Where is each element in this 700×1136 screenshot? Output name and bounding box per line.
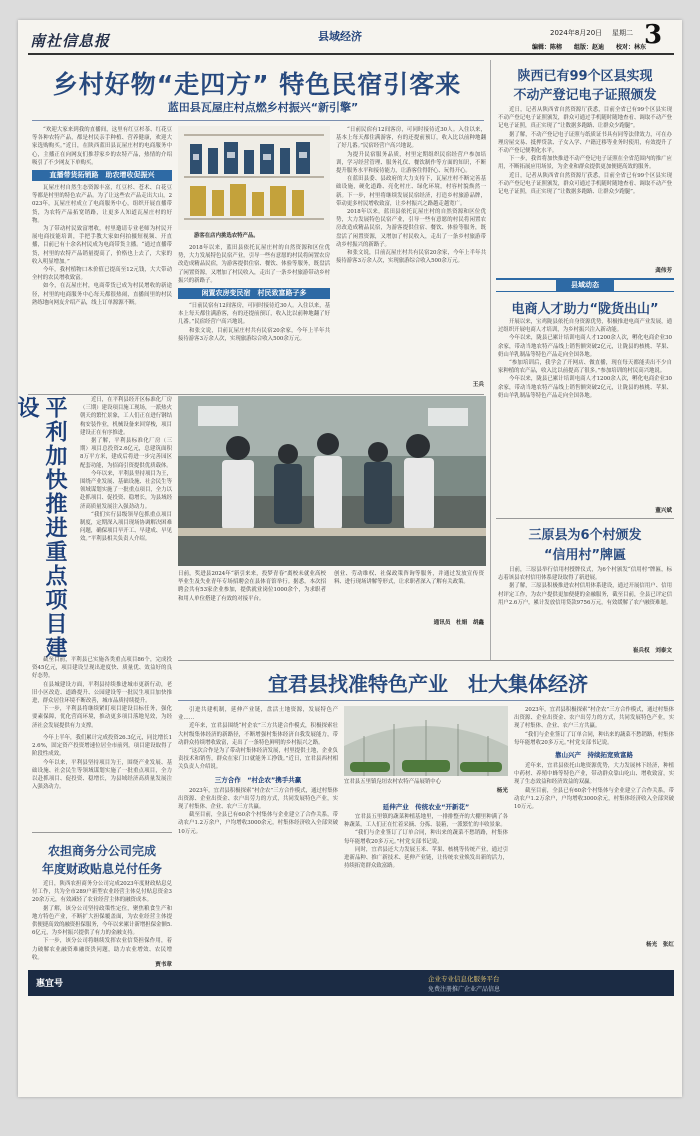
bottom-rule	[178, 660, 674, 661]
shaanxi-column	[498, 106, 672, 266]
yijun-column-1	[178, 706, 338, 954]
lead-subhead-2: 闲置农房变民宿 村民致富路子多	[178, 288, 330, 299]
lead-paragraph: 如今，在瓦屋庄村，电商带货已成为村民增收的新途径，村里的电商服务中心每天都很热闹，直播间里的村民熟练地向网友介绍产品，线上订单源源不断。	[32, 283, 172, 306]
nongdan-byline: 贾书章	[155, 962, 172, 968]
yijun-paragraph: 2023年，宜君县积极探索“村企农”三方合作模式，通过村集体出资源、企业出资金、农户出劳力的方式，共同发展特色产业，实现了村集体、企业、农户三方共赢。	[178, 787, 338, 811]
pingli-paragraph: 今年上半年，我们累计完成投资26.3亿元，同比增长12.6%，固定资产投资增速位居全市前列，项目建设取得了阶段性成效。	[32, 735, 172, 758]
shaanxi-paragraph: 据了解，不动产登记电子证照与纸质证书具有同等法律效力，可在办理房屋交易、抵押贷款、子女入学、户籍迁移等业务时使用，有效提升了不动产登记便利化水平。	[498, 131, 672, 155]
yijun-paragraph: 截至目前，全县已有60余个村集体与企业建立了合作关系，带动农户1.2万余户，户均增收3000余元，村集体经济收入全部突破10万元。	[514, 787, 674, 811]
ad-banner[interactable]	[28, 970, 674, 996]
right-divider	[496, 518, 674, 519]
pingli-paragraph: “我们实行县级领导包抓重点项目制度，定期深入项目现场协调解决困难问题，确保项目早开工、早建成、早见效。”平利县相关负责人介绍。	[80, 511, 172, 543]
sanyuan-paragraph: 据了解，三原县积极推进农村信用体系建设，通过开展信用户、信用村评定工作，为农户提供更加便捷的金融服务，截至目前，全县已评定信用户2.6万户，累计发放信用贷款9756万元，有效缓解了农户融资难题。	[498, 583, 672, 606]
nongdan-column	[32, 880, 172, 960]
shaanxi-byline: 龚伟芳	[655, 268, 672, 274]
longxian-paragraph: “参加培训后，我学会了开网店、做直播，现在每天都能卖出不少自家种植的农产品，收入比以前提高了很多。”参加培训的村民高兴地说。	[498, 360, 672, 375]
lead-rule	[32, 120, 484, 121]
page-number: 3	[644, 20, 663, 50]
lead-byline: 王兵	[472, 382, 484, 388]
yijun-column-2	[344, 800, 508, 954]
yijun-paragraph: “我们与企业签订了订单合同，种出来的蔬菜不愁销路，村集体每年能增收20多万元。”村党支部书记说。	[344, 830, 508, 845]
lead-paragraph: “欢迎大家来到我的直播间，这里有红豆杉茶、红花豆等各种农特产品，都是村民亲手种植、营养健康，欢迎大家选购购买。”近日，在陕西蓝田县瓦屋庄村的电商服务中心，主播正在向网友们推荐家乡的农特产品，热情的介绍吸引了不少网友下单购买。	[32, 127, 172, 166]
product-photo	[178, 126, 330, 230]
yijun-photo-byline: 杨光	[496, 788, 508, 794]
product-shelf-illustration	[178, 126, 330, 230]
pingli-column-1	[80, 396, 172, 636]
lead-column-2	[178, 244, 330, 388]
nongdan-paragraph: 近日，陕西农担商务分公司完成2023年度财政贴息兑付工作，共为全市289户新型农业经营主体兑付贴息资金320余万元，有效减轻了农业经营主体的融资成本。	[32, 881, 172, 904]
pingli-paragraph: 在县城建设方面，平利县持续推进城市更新行动，老旧小区改造、道路提升、公园建设等一批民生项目加快推进，群众居住环境不断改善，城市品质持续提升。	[32, 681, 172, 705]
yijun-rule	[178, 700, 674, 701]
pingli-column-3	[32, 734, 172, 830]
shaanxi-paragraph: 近日，记者从陕西省自然资源厅获悉，目前全省已有99个区县实现不动产登记电子证照颁发，群众可通过手机随时随地查看、调取不动产登记电子证照，真正实现了“让数据多跑路、让群众少跑腿”。	[498, 107, 672, 130]
nongdan-headline-2: 年度财政贴息兑付任务	[41, 862, 162, 876]
pingli-paragraph: 下一步，平利县将继续紧盯项目建设目标任务，强化要素保障，优化营商环境，推动更多项目落地见效，为经济社会发展提供有力支撑。	[32, 706, 172, 729]
lead-paragraph: 和张文说，目前瓦屋庄村共有民宿20余家，今年上半年共接待游客3万余人次，实现旅游综合收入500余万元。	[178, 327, 330, 342]
pingli-paragraph: 近日，在平利县经开区标准化厂房（三期）建设项目施工现场，一派热火朝天的繁忙景象，工人们正在进行钢结构安装作业，机械设备来回穿梭，项目建设正在有序推进。	[80, 397, 172, 436]
shaanxi-paragraph: 近日，记者从陕西省自然资源厅获悉，目前全省已有99个区县实现不动产登记电子证照颁发，群众可通过手机随时随地查看、调取不动产登记电子证照，真正实现了“让数据多跑路、让群众少跑腿”。	[498, 172, 672, 196]
lead-headline: 乡村好物“走四方” 特色民宿引客来	[52, 70, 462, 99]
lead-paragraph: 为了带动村民致富增收，村里邀请专业老师为村民开展电商技能培训，手把手教大家如何拍摄短视频、开直播，目前已有十余名村民成为电商带货主播。“通过直播带货，村里的农特产品销量提高了，价格也上去了，大家的收入明显增加。”	[32, 226, 172, 265]
lead-paragraph: “日前民宿有12间客房，可同时接待近30人。入住以来，基本上每天都住满游客，有的还提前预订，收入比以前种地翻了好几番。”民宿经营户高兴地说。	[178, 303, 330, 326]
sanyuan-headline-2: “信用村”牌匾	[543, 548, 627, 563]
header-rule	[28, 53, 674, 55]
editor-credit: 编辑：陈榕	[532, 44, 563, 51]
proof-credit: 校对：林东	[616, 44, 647, 51]
shaanxi-headline-1: 陕西已有99个区县实现	[517, 69, 653, 84]
sanyuan-byline: 崔兵权 刘泰文	[632, 648, 672, 654]
yijun-column-3	[514, 706, 674, 940]
section-name: 县域经济	[318, 30, 362, 43]
ad-logo: 惠宜号	[36, 979, 64, 989]
longxian-paragraph: 今年以来，陇县已累计培训电商人才1200余人次，孵化电商企业30余家，带动当地农特产品线上销售额突破2亿元，让陇县的核桃、苹果、奶山羊乳制品等特色产品走向全国各地。	[498, 376, 672, 399]
weekday: 星期二	[612, 29, 633, 37]
longxian-headline: 电商人才助力“陇货出山”	[511, 302, 659, 317]
lead-paragraph: 2018年以来，蓝田县依托瓦屋庄村的自然资源和区位优势，大力发展特色民宿产业，引导一些有意愿的村民将闲置农房改造成精品民宿，为游客提供住宿、餐饮、体验等服务，既盘活了闲置资源，又增加了村民收入，走出了一条乡村旅游带动乡村振兴的新路子。	[336, 209, 486, 248]
longxian-column	[498, 318, 672, 506]
nongdan-paragraph: 据了解，该分公司坚持政策性定位，聚焦粮食生产和地方特色产业，不断扩大担保覆盖面，为农业经营主体提供便捷高效的融资担保服务，今年以来累计新增担保金额5.6亿元，为乡村振兴提供了有力的金融支持。	[32, 905, 172, 937]
yijun-paragraph: 引进共建机制，延伸产业链，盘活土地资源，发展特色产业……	[178, 707, 338, 722]
yijun-subhead-2: 延伸产业 传统农业“开新花”	[382, 803, 470, 811]
county-news-label: 县域动态	[556, 280, 614, 291]
yijun-paragraph: 近年来，宜君县依托山地资源优势，大力发展林下经济，种植中药材、养殖中蜂等特色产业，带动群众靠山吃山、增收致富，实现了生态效益和经济效益的双赢。	[514, 763, 674, 786]
ad-line-2: 免费注册推广企业产品信息	[428, 986, 501, 993]
yijun-paragraph: 宜君县五里镇的蔬菜种植基地里，一排排整齐的大棚里种满了各种蔬菜，工人们正在忙着采摘、分拣、装箱，一派繁忙的丰收景象。	[344, 814, 508, 829]
lead-column-3	[336, 126, 486, 388]
section-rule	[28, 394, 484, 395]
lead-paragraph: 和张文说，目前瓦屋庄村共有民宿20余家，今年上半年共接待游客3万余人次，实现旅游综合收入500余万元。	[336, 250, 486, 265]
yijun-headline: 宜君县找准特色产业 壮大集体经济	[268, 672, 588, 696]
yijun-paragraph: 2023年，宜君县积极探索“村企农”三方合作模式，通过村集体出资源、企业出资金、农户出劳力的方式，共同发展特色产业，实现了村集体、企业、农户三方共赢。	[514, 707, 674, 730]
longxian-paragraph: 今年以来，陇县已累计培训电商人才1200余人次，孵化电商企业30余家，带动当地农特产品线上销售额突破2亿元，让陇县的核桃、苹果、奶山羊乳制品等特色产品走向全国各地。	[498, 335, 672, 358]
lead-subhead-1: 直播带货拓销路 助农增收促振兴	[32, 170, 172, 181]
yijun-byline: 杨光 张红	[646, 942, 674, 948]
pingli-paragraph: 今年以来，平利县坚持项目为王，围绕产业发展、基础设施、社会民生等领域谋划实施了一批重点项目，全力以赴抓项目、促投资、稳增长，为县域经济高质量发展注入强劲动力。	[80, 470, 172, 510]
job-fair-illustration	[178, 396, 486, 566]
masthead-title: 南社信息报	[30, 32, 111, 50]
sanyuan-paragraph: 日前，三原县举行信用村授牌仪式，为6个村颁发“信用村”牌匾，标志着该县农村信用体系建设取得了新进展。	[498, 567, 672, 582]
lead-paragraph: 为提升民宿服务品质，村里定期组织民宿经营户参加培训，学习经营管理、服务礼仪、餐饮制作等方面的知识，不断提升服务水平和接待能力，让游客住得舒心、玩得开心。	[336, 151, 486, 175]
yijun-subhead-1: 三方合作 “村企农”携手共赢	[214, 775, 302, 784]
pingli-column-2	[32, 656, 172, 734]
right-column-divider	[490, 60, 491, 660]
yijun-photo	[344, 706, 508, 776]
yijun-photo-caption: 宜君县五里镇凫垣农村农特产品展销中心	[344, 779, 442, 785]
yijun-subhead-3: 靠山兴产 持续拓宽致富路	[555, 751, 633, 760]
job-fair-byline: 通讯员 杜娟 胡鑫	[433, 620, 484, 626]
lead-paragraph: “日前民宿有12间客房，可同时接待近30人。入住以来，基本上每天都住满游客，有的还提前预订，收入比以前种地翻了好几番。”民宿经营户高兴地说。	[336, 127, 486, 150]
sanyuan-column	[498, 566, 672, 648]
longxian-byline: 董兴斌	[655, 508, 672, 514]
job-fair-photo	[178, 396, 486, 566]
yijun-paragraph: 同时，宜君县还大力发展玉米、苹果、核桃等传统产业，通过引进新品种、推广新技术、延伸产业链，让传统农业焕发出新的活力，持续拓宽群众致富路。	[344, 846, 508, 870]
job-fair-caption-continued: 创业、劳动维权、社保政策咨询等服务，并通过发放宣传资料、进行现场讲解等形式，让求职者深入了解有关政策。	[334, 571, 484, 586]
left-divider	[32, 832, 172, 833]
nongdan-headline-1: 农担商务分公司完成	[47, 844, 156, 858]
yijun-paragraph: 近年来，宜君县围绕“村企农”三方共建合作模式，积极探索壮大村级集体经济的新路径，不断增强村集体经济自我发展能力，带动群众持续增收致富，走出了一条特色鲜明的乡村振兴之路。	[178, 723, 338, 746]
pingli-paragraph: 今年以来，平利县坚持项目为王，围绕产业发展、基础设施、社会民生等领域谋划实施了一批重点项目，全力以赴抓项目、促投资、稳增长，为县域经济高质量发展注入强劲动力。	[32, 759, 172, 791]
shaanxi-paragraph: 下一步，我省将加快推进不动产登记电子证照在全省范围内的推广应用，不断拓展应用场景，为企业和群众提供更加便捷高效的服务。	[498, 156, 672, 171]
yijun-paragraph: “我们与企业签订了订单合同，种出来的蔬菜不愁销路，村集体每年能增收20多万元。”村党支部书记说。	[514, 731, 674, 746]
page-sheet	[14, 20, 682, 1097]
ad-line-1: 企业专业信息化服务平台	[428, 975, 500, 983]
greenhouse-illustration	[344, 706, 508, 776]
pingli-paragraph: 截至目前，平利县已实施各类重点项目86个，完成投资45亿元，项目建设呈现出进度快、质量优、效益好的良好态势。	[32, 657, 172, 680]
yijun-paragraph: “这次合作是为了带动村集体经济发展，村里提供土地，企业负责技术和销售，群众在家门口就能务工挣钱。”近日，宜君县西村相关负责人介绍说。	[178, 748, 338, 771]
longxian-paragraph: 开展以来，宝鸡陇县依托自身资源优势，积极推进电商产业发展，通过组织开展电商人才培训，为乡村振兴注入新动能。	[498, 319, 672, 334]
pingli-paragraph: 据了解，平利县标准化厂房（三期）项目总投资2.6亿元，总建筑面积8万平方米，建成后将进一步完善园区配套功能，为招商引资提供优质载体。	[80, 438, 172, 469]
shaanxi-headline-2: 不动产登记电子证照颁发	[513, 88, 657, 103]
job-fair-caption: 日前，奖进县2024年“新引来来，投梦青春”离校未就业高校毕业生及失业青年专场招聘会在县体育馆举行。据悉，本次招聘会共有53家企业参加，提供就业岗位1000余个，为求职者和用人单位搭建了有效的对接平台。	[178, 571, 326, 602]
lead-paragraph: 在蓝田县委、县政府的大力支持下，瓦屋庄村不断完善基础设施，硬化道路、亮化村庄、绿化环境，村容村貌焕然一新。下一步，村里将继续发展民宿经济，打造乡村旅游品牌，带动更多村民增收致富，让乡村振兴之路越走越宽广。	[336, 176, 486, 207]
sanyuan-headline-1: 三原县为6个村颁发	[528, 528, 642, 543]
county-news-band	[496, 278, 674, 292]
product-photo-caption: 游客在店内挑选农特产品。	[194, 233, 259, 239]
yijun-paragraph: 截至目前，全县已有60余个村集体与企业建立了合作关系，带动农户1.2万余户，户均增收3000余元，村集体经济收入全部突破10万元。	[178, 812, 338, 835]
pingli-vertical-headline: 平利加快推进重点项目建设	[14, 396, 67, 660]
lead-paragraph: 2018年以来，蓝田县依托瓦屋庄村的自然资源和区位优势，大力发展特色民宿产业，引导一些有意愿的村民将闲置农房改造成精品民宿，为游客提供住宿、餐饮、体验等服务，既盘活了闲置资源，又增加了村民收入，走出了一条乡村旅游带动乡村振兴的新路子。	[178, 245, 330, 284]
lead-paragraph: 瓦屋庄村自然生态资源丰富，红豆杉、苍术、白花豆等都是村里的特色农产品。为了让这些农产品走出大山，2023年，瓦屋庄村成立了电商服务中心，组织开展直播带货，为农特产品拓宽销路，让更多人知道瓦屋庄村的好物。	[32, 185, 172, 224]
lead-subheadline: 蓝田县瓦屋庄村点燃乡村振兴“新引擎”	[167, 101, 359, 114]
issue-date: 2024年8月20日	[550, 29, 603, 37]
designer-credit: 组版：赵迪	[574, 44, 605, 51]
lead-column-1	[32, 126, 172, 388]
nongdan-paragraph: 下一步，该分公司将继续发挥农业信贷担保作用，着力破解农业融资难融资贵问题，助力农业增效、农民增收。	[32, 938, 172, 961]
lead-paragraph: 今年，我村植物口木价值已提高至12元钱，大大带动全村的农民增收致富。	[32, 267, 172, 282]
